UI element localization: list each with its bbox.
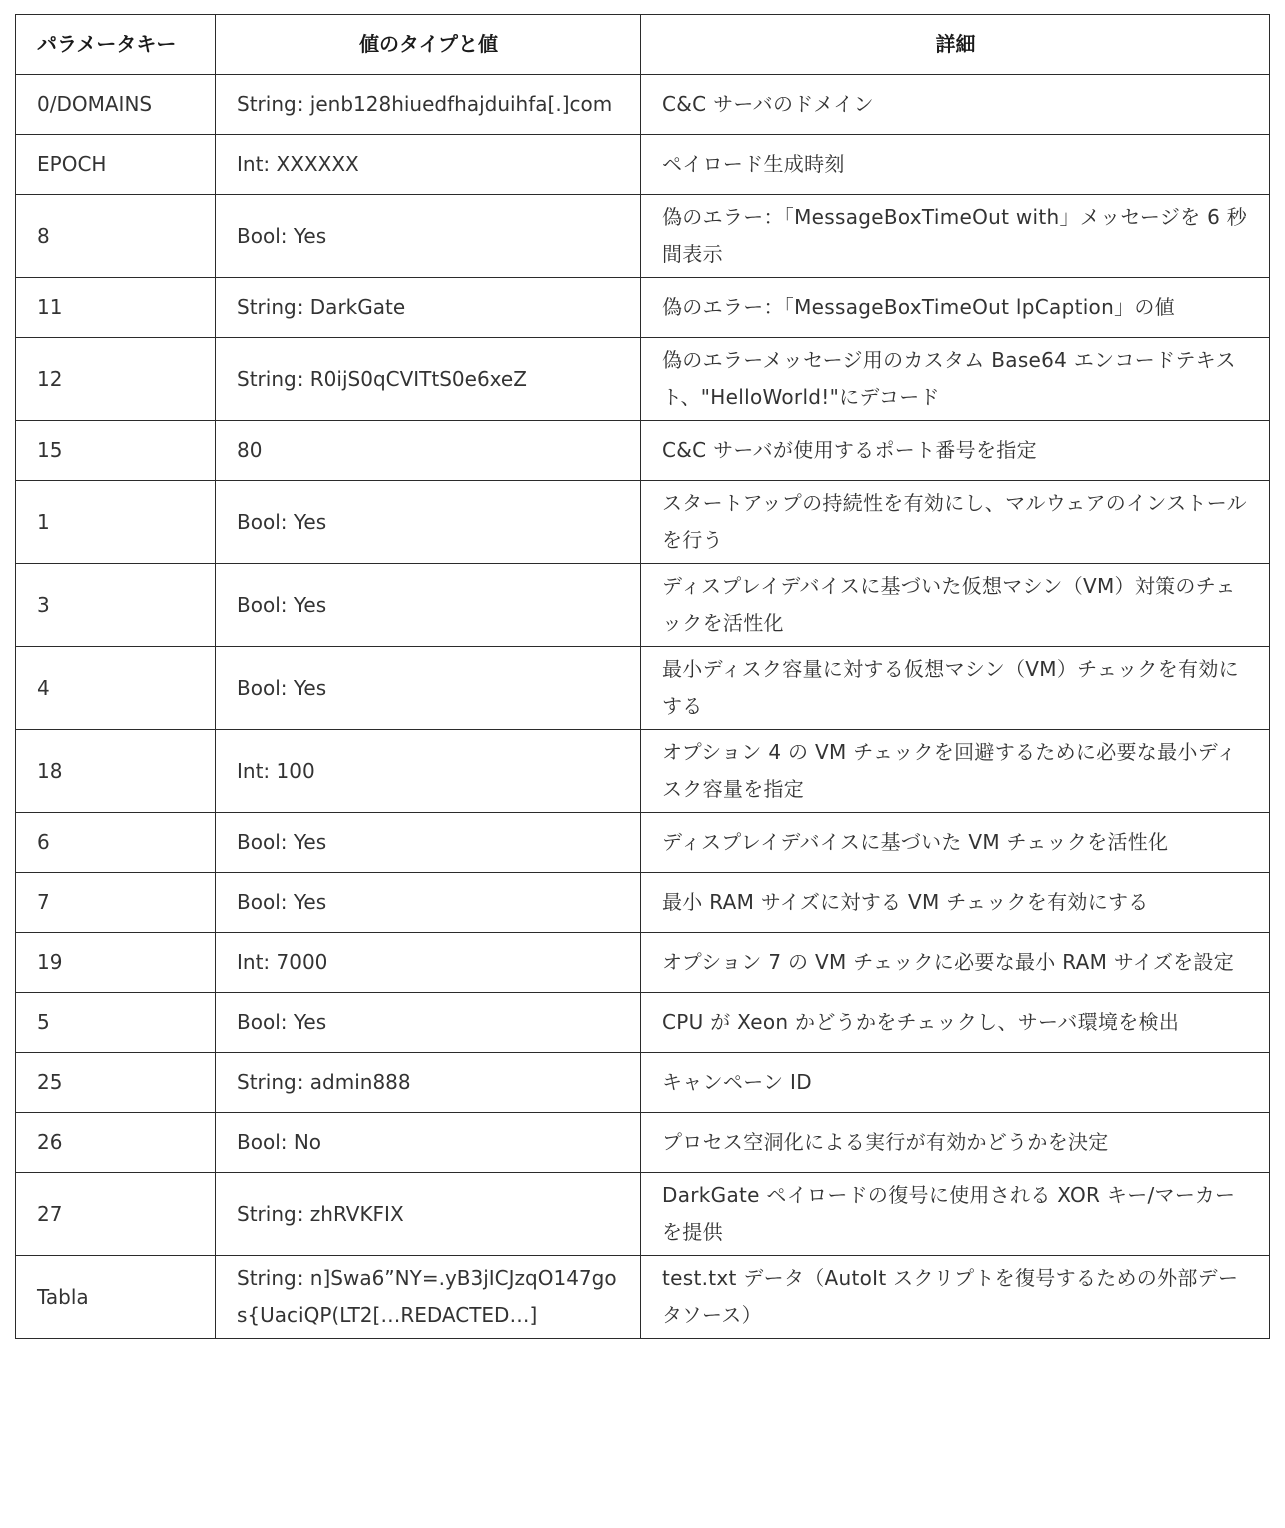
row-key-cell: 0/DOMAINS bbox=[16, 75, 216, 135]
row-value-cell: Bool: Yes bbox=[216, 481, 641, 564]
table-row bbox=[16, 813, 1270, 873]
table-row bbox=[16, 278, 1270, 338]
row-key-cell: 5 bbox=[16, 993, 216, 1053]
table-row bbox=[16, 933, 1270, 993]
table-row bbox=[16, 75, 1270, 135]
row-value-cell: String: R0ijS0qCVITtS0e6xeZ bbox=[216, 338, 641, 421]
row-detail-cell: C&C サーバのドメイン bbox=[641, 75, 1270, 135]
row-key-cell: 15 bbox=[16, 421, 216, 481]
header-detail: 詳細 bbox=[641, 15, 1270, 75]
row-key-cell: 18 bbox=[16, 730, 216, 813]
row-key-cell: 7 bbox=[16, 873, 216, 933]
row-value-cell: Bool: Yes bbox=[216, 647, 641, 730]
row-key-cell: 26 bbox=[16, 1113, 216, 1173]
row-detail-cell: ディスプレイデバイスに基づいた仮想マシン（VM）対策のチェックを活性化 bbox=[641, 564, 1270, 647]
row-key-cell: 19 bbox=[16, 933, 216, 993]
row-detail-cell: キャンペーン ID bbox=[641, 1053, 1270, 1113]
row-detail-cell: 最小ディスク容量に対する仮想マシン（VM）チェックを有効にする bbox=[641, 647, 1270, 730]
table-row bbox=[16, 564, 1270, 647]
row-value-cell: Bool: Yes bbox=[216, 813, 641, 873]
row-detail-cell: ディスプレイデバイスに基づいた VM チェックを活性化 bbox=[641, 813, 1270, 873]
table-row bbox=[16, 1053, 1270, 1113]
config-parameter-table bbox=[15, 14, 1270, 1339]
table-row bbox=[16, 647, 1270, 730]
row-value-cell: Bool: Yes bbox=[216, 564, 641, 647]
row-value-cell: Int: 100 bbox=[216, 730, 641, 813]
table-row bbox=[16, 135, 1270, 195]
table-row bbox=[16, 993, 1270, 1053]
row-key-cell: 12 bbox=[16, 338, 216, 421]
row-detail-cell: オプション 7 の VM チェックに必要な最小 RAM サイズを設定 bbox=[641, 933, 1270, 993]
row-key-cell: Tabla bbox=[16, 1256, 216, 1339]
header-parameter-key: パラメータキー bbox=[16, 15, 216, 75]
table-row bbox=[16, 421, 1270, 481]
table-row bbox=[16, 1173, 1270, 1256]
row-detail-cell: スタートアップの持続性を有効にし、マルウェアのインストールを行う bbox=[641, 481, 1270, 564]
row-value-cell: String: DarkGate bbox=[216, 278, 641, 338]
row-detail-cell: CPU が Xeon かどうかをチェックし、サーバ環境を検出 bbox=[641, 993, 1270, 1053]
row-value-cell: String: zhRVKFIX bbox=[216, 1173, 641, 1256]
row-value-cell: Int: 7000 bbox=[216, 933, 641, 993]
row-key-cell: 25 bbox=[16, 1053, 216, 1113]
row-value-cell: 80 bbox=[216, 421, 641, 481]
row-key-cell: 6 bbox=[16, 813, 216, 873]
row-detail-cell: プロセス空洞化による実行が有効かどうかを決定 bbox=[641, 1113, 1270, 1173]
table-row bbox=[16, 730, 1270, 813]
row-key-cell: 27 bbox=[16, 1173, 216, 1256]
table-row bbox=[16, 195, 1270, 278]
row-key-cell: 4 bbox=[16, 647, 216, 730]
row-detail-cell: 偽のエラーメッセージ用のカスタム Base64 エンコードテキスト、"HelloWorld!"にデコード bbox=[641, 338, 1270, 421]
row-key-cell: 1 bbox=[16, 481, 216, 564]
row-value-cell: String: jenb128hiuedfhajduihfa[.]com bbox=[216, 75, 641, 135]
row-value-cell: String: admin888 bbox=[216, 1053, 641, 1113]
row-detail-cell: test.txt データ（AutoIt スクリプトを復号するための外部データソース） bbox=[641, 1256, 1270, 1339]
row-value-cell: Bool: Yes bbox=[216, 873, 641, 933]
row-detail-cell: C&C サーバが使用するポート番号を指定 bbox=[641, 421, 1270, 481]
row-detail-cell: オプション 4 の VM チェックを回避するために必要な最小ディスク容量を指定 bbox=[641, 730, 1270, 813]
row-value-cell: String: n]Swa6”NY=.yB3jICJzqO147gos{UaciQP(LT2[…REDACTED…] bbox=[216, 1256, 641, 1339]
table-row bbox=[16, 873, 1270, 933]
row-detail-cell: 最小 RAM サイズに対する VM チェックを有効にする bbox=[641, 873, 1270, 933]
header-value-type: 値のタイプと値 bbox=[216, 15, 641, 75]
row-value-cell: Bool: No bbox=[216, 1113, 641, 1173]
row-key-cell: 3 bbox=[16, 564, 216, 647]
row-detail-cell: ペイロード生成時刻 bbox=[641, 135, 1270, 195]
table-row bbox=[16, 1256, 1270, 1339]
row-value-cell: Bool: Yes bbox=[216, 195, 641, 278]
row-detail-cell: 偽のエラー：「MessageBoxTimeOut with」メッセージを 6 秒間表示 bbox=[641, 195, 1270, 278]
row-key-cell: 11 bbox=[16, 278, 216, 338]
row-key-cell: EPOCH bbox=[16, 135, 216, 195]
row-value-cell: Int: XXXXXX bbox=[216, 135, 641, 195]
row-value-cell: Bool: Yes bbox=[216, 993, 641, 1053]
row-detail-cell: 偽のエラー：「MessageBoxTimeOut lpCaption」の値 bbox=[641, 278, 1270, 338]
table-row bbox=[16, 1113, 1270, 1173]
table-row bbox=[16, 481, 1270, 564]
row-detail-cell: DarkGate ペイロードの復号に使用される XOR キー/マーカーを提供 bbox=[641, 1173, 1270, 1256]
table-header-row bbox=[16, 15, 1270, 75]
table-row bbox=[16, 338, 1270, 421]
row-key-cell: 8 bbox=[16, 195, 216, 278]
